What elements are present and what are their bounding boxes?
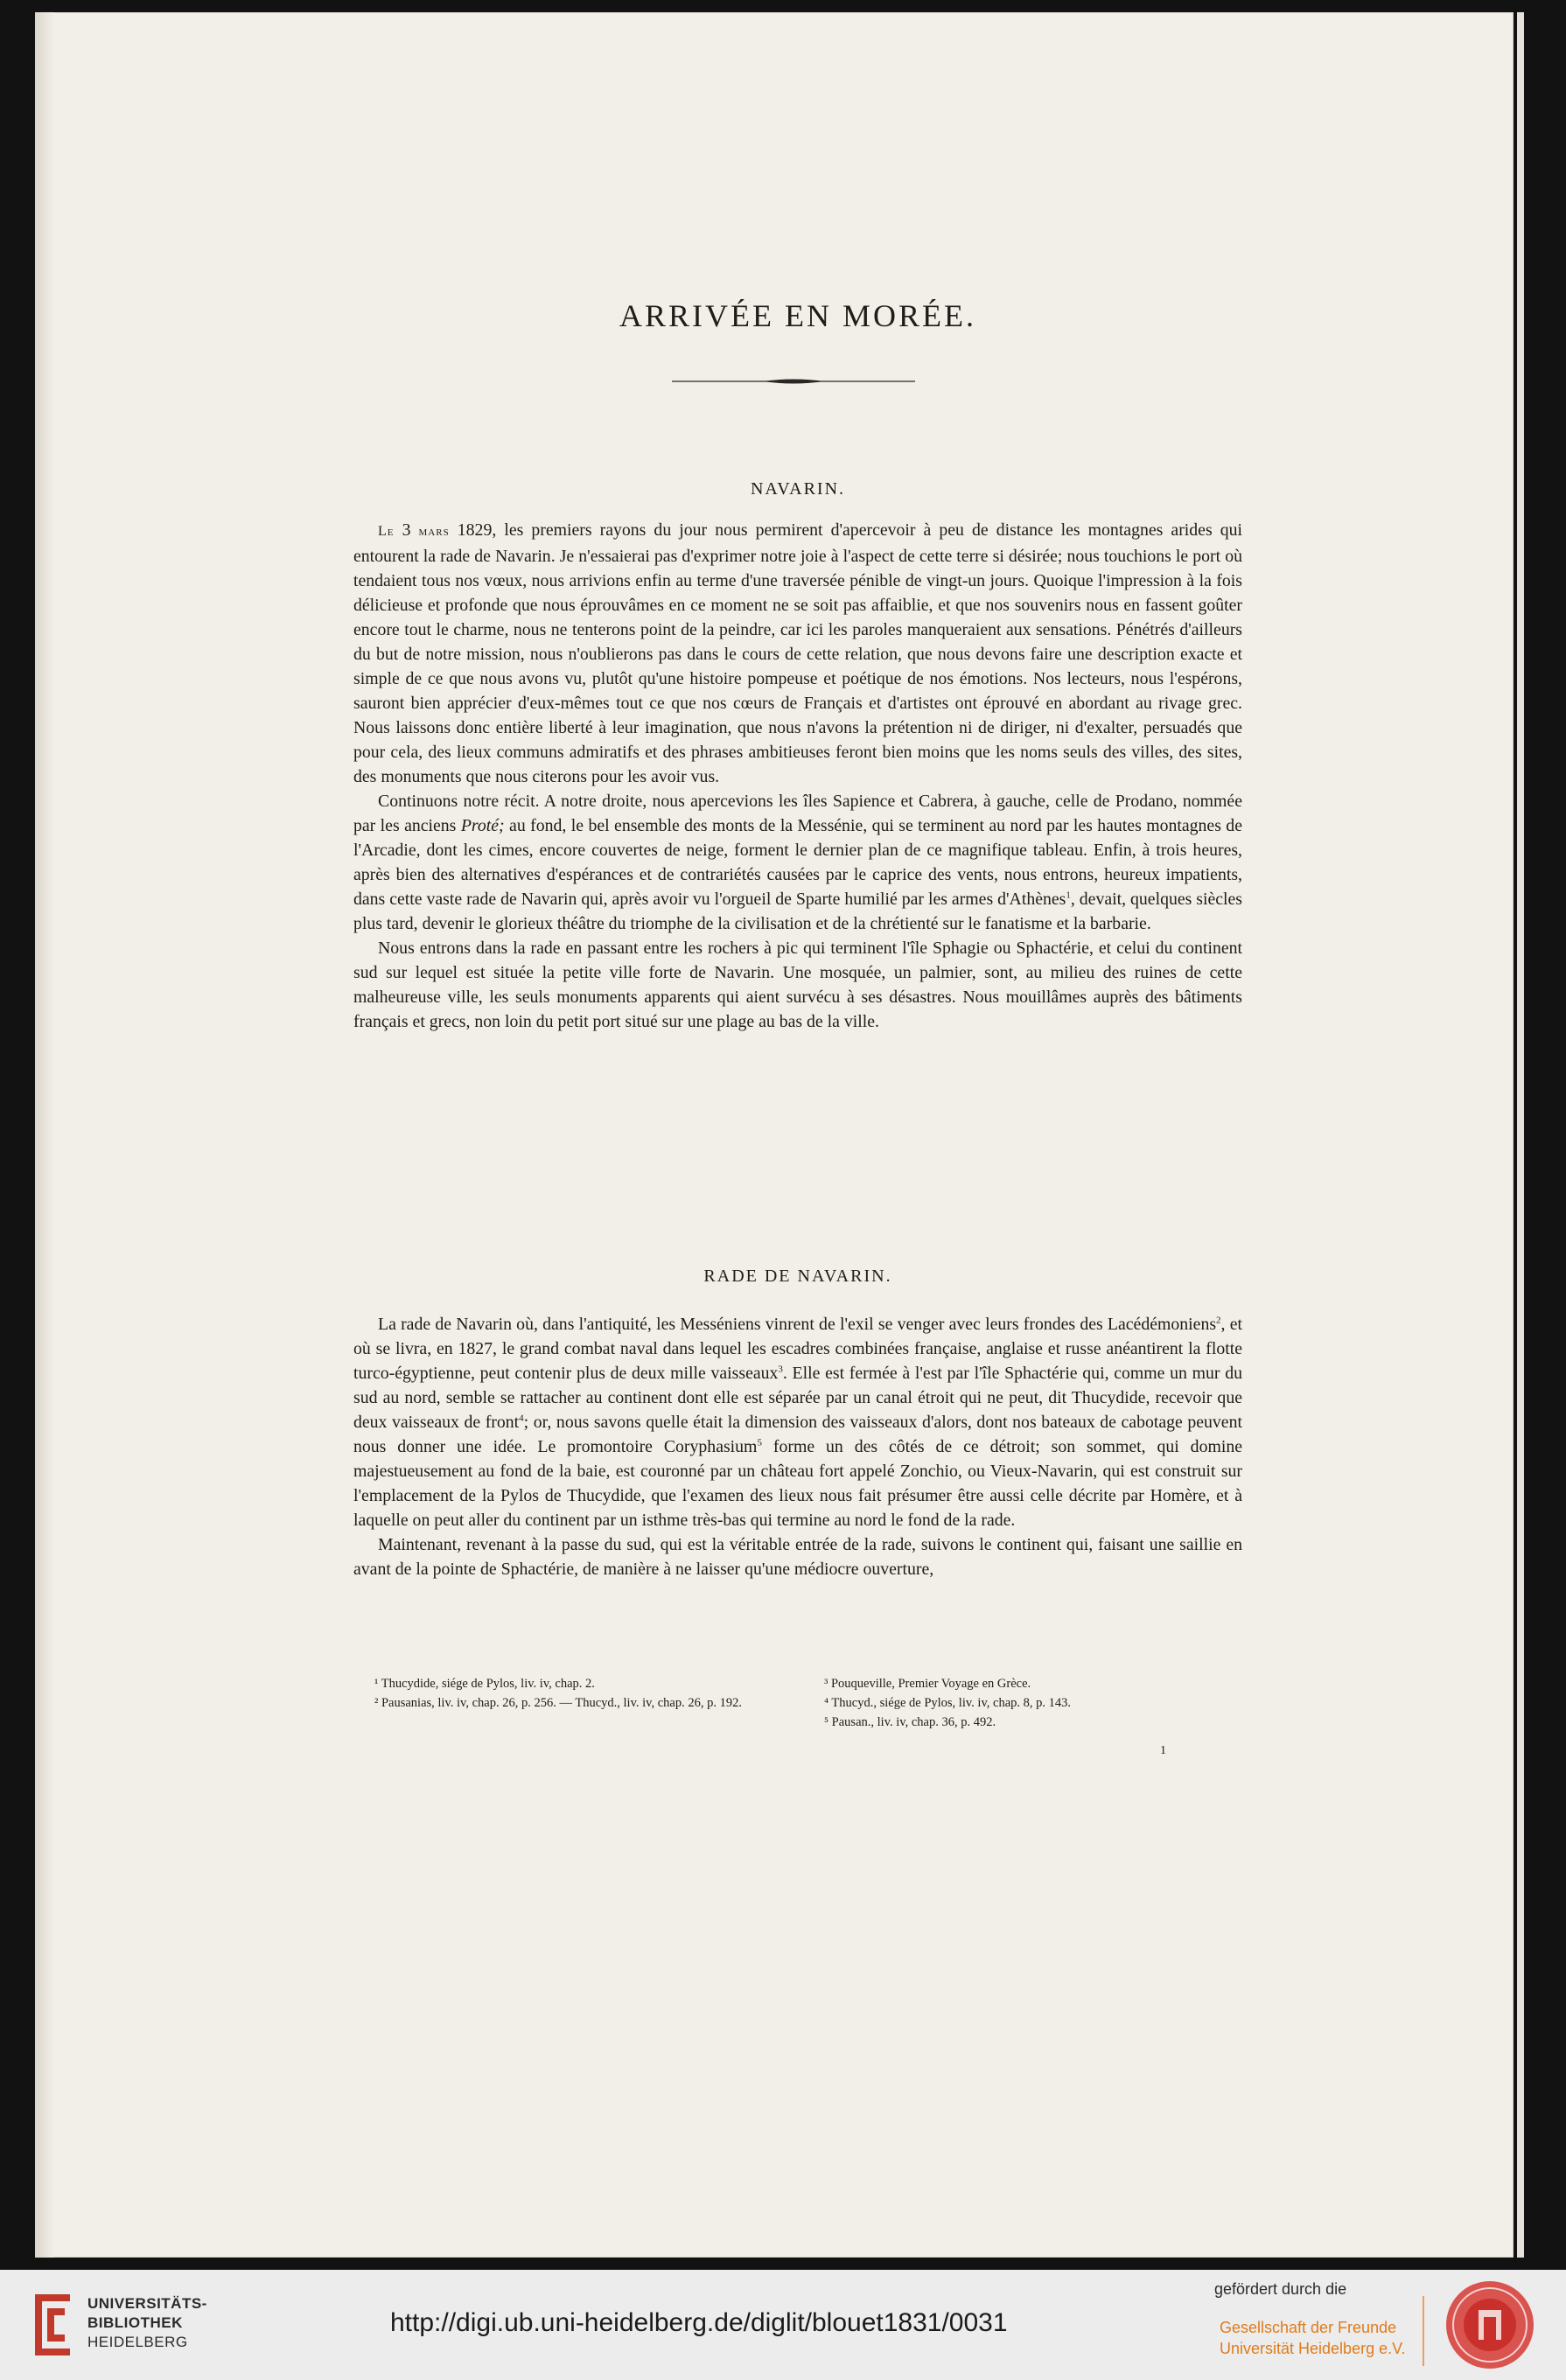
paragraph: La rade de Navarin où, dans l'antiquité, les Messéniens vinrent de l'exil se venger avec leurs frondes des Lacédémoniens$^2$, et où se livra, en 1827, le grand combat naval dans lequel les escadres combinées française, anglaise et russe anéantirent la flotte turco-égyptienne, peut contenir plus de deux mille vaisseaux$^3$. Elle est fermée à l'est par l'île Sphactérie qui, comme un mur du sud au nord, semble se rattacher au continent dont elle est séparée par un canal étroit qui ne peut, dit Thucydide, recevoir que deux vaisseaux de front$^4$; or, nous savons quelle était la dimension des vaisseaux d'alors, dont nos bateaux de cabotage peuvent nous donner une idée. Le promontoire Coryphasium$^5$ forme un des côtés de ce détroit; son sommet, qui domine majestueusement au fond de la baie, est couronné par un château fort appelé Zonchio, ou Vieux-Navarin, qui est construit sur l'emplacement de la Pylos de Thucydide, que l'examen des lieux nous fait présumer être aussi celle décrite par Homère, et à laquelle on peut aller du continent par un isthme très-bas qui termine au nord le fond de la rade.: [353, 1315, 1243, 1530]
month-word: mars: [418, 524, 450, 539]
footnote: ³ Pouqueville, Premier Voyage en Grèce.: [824, 1677, 1031, 1691]
page-title: ARRIVÉE EN MORÉE.: [619, 298, 976, 333]
footnote: ¹ Thucydide, siége de Pylos, liv. iv, chap. 2.: [374, 1677, 595, 1691]
footnote: ⁵ Pausan., liv. iv, chap. 36, p. 492.: [824, 1715, 996, 1729]
library-logo-icon: [30, 2289, 75, 2361]
footnote: ² Pausanias, liv. iv, chap. 26, p. 256. — Thucyd., liv. iv, chap. 26, p. 192.: [374, 1696, 742, 1710]
lead-word: Le: [378, 524, 395, 539]
footnotes: [374, 1674, 1242, 1732]
footnotes-right: [824, 1674, 1242, 1732]
paragraph: Nous entrons dans la rade en passant entre les rochers à pic qui terminent l'île Sphagie ou Sphactérie, et celui du continent sud sur lequel est située la petite ville forte de Navarin. Une mosquée, un palmier, sont, au milieu des ruines de cette malheureuse ville, les seuls monuments apparents qui aient survécu à ses désastres. Nous mouillâmes auprès des bâtiments français et grecs, non loin du petit port situé sur une plage au bas de la ville.: [353, 939, 1242, 1031]
footnote-ref: 1: [1066, 890, 1071, 901]
book-page: [35, 12, 1514, 2258]
page-edge: [1517, 12, 1524, 2258]
section-heading-rade-de-navarin: RADE DE NAVARIN.: [703, 1267, 892, 1286]
footnotes-left: [374, 1674, 793, 1732]
paragraph: Le 3 mars 1829, les premiers rayons du jour nous permirent d'apercevoir à peu de distance les montagnes arides qui entourent la rade de Navarin. Je n'essaierai pas d'exprimer notre joie à l'aspect de cette terre si désirée; nous touchions le port où tendaient tous nos vœux, nous arrivions enfin au terme d'une traversée pénible de vingt-un jours. Quoique l'impression à la fois délicieuse et profonde que nous éprouvâmes en ce moment ne se soit pas affaiblie, et que nos souvenirs nous en fassent goûter encore tout le charme, nous ne tenterons point de la peindre, car ici les paroles manqueraient aux sensations. Pénétrés d'ailleurs du but de notre mission, nous n'oublierons pas dans le cours de cette relation, que nous devons faire une description exacte et simple de ce que nous avons vu, plutôt qu'une histoire pompeuse et poétique de nos émotions. Nos lecteurs, nous l'espérons, sauront bien apprécier d'eux-mêmes tout ce que nos cœurs de Français et d'artistes ont éprouvé en abordant au rivage grec. Nous laissons donc entière liberté à leur imagination, que nous n'avons la prétention ni de diriger, ni d'exalter, persuadés que pour cela, des lieux communs admiratifs et des phrases ambitieuses feront bien moins que les noms seuls des villes, des sites, des monuments que nous citerons pour les avoir vus.: [353, 520, 1242, 786]
footnote-ref: 5: [757, 1437, 762, 1448]
footnote: ⁴ Thucyd., siége de Pylos, liv. iv, chap. 8, p. 143.: [824, 1696, 1071, 1710]
section-heading-navarin: NAVARIN.: [750, 479, 846, 499]
footnote-ref: 2: [1216, 1315, 1221, 1326]
footer-divider: [1423, 2296, 1424, 2366]
title-ornament-rule: [672, 378, 915, 385]
university-seal-icon: [1444, 2279, 1536, 2371]
signature-mark: 1: [1160, 1744, 1166, 1757]
italic-term: Proté;: [460, 816, 505, 835]
section-body-rade: [353, 1312, 1242, 1581]
library-name: UNIVERSITÄTS- BIBLIOTHEK HEIDELBERG: [87, 2295, 207, 2350]
sponsor-label: gefördert durch die: [1214, 2280, 1347, 2298]
paragraph: Maintenant, revenant à la passe du sud, qui est la véritable entrée de la rade, suivons le continent qui, faisant une saillie en avant de la pointe de Sphactérie, de manière à ne laisser qu'une médiocre ouverture,: [353, 1535, 1242, 1579]
sponsor-name: Gesellschaft der Freunde Universität Heidelberg e.V.: [1220, 2319, 1406, 2357]
footnote-ref: 4: [519, 1413, 524, 1424]
paragraph: Continuons notre récit. A notre droite, nous apercevions les îles Sapience et Cabrera, à gauche, celle de Prodano, nommée par les anciens Proté; au fond, le bel ensemble des monts de la Messénie, qui se terminent au nord par les hautes montagnes de l'Arcadie, dont les cimes, encore couvertes de neige, forment le dernier plan de ce magnifique tableau. Enfin, à trois heures, après bien des alternatives d'espérances et de contrariétés causées par le caprice des vents, nous entrons, heureux impatients, dans cette vaste rade de Navarin qui, après avoir vu l'orgueil de Sparte humilié par les armes d'Athènes$^1$, devait, quelques siècles plus tard, devenir le glorieux théâtre du triomphe de la civilisation et de la chrétienté sur le fanatisme et la barbarie.: [353, 792, 1243, 933]
permalink-url[interactable]: http://digi.ub.uni-heidelberg.de/diglit/blouet1831/0031: [390, 2308, 1008, 2337]
footnote-ref: 3: [778, 1364, 783, 1375]
page-gutter: [35, 12, 54, 2258]
section-body-navarin: [353, 518, 1242, 1034]
viewer-footer: [0, 2270, 1566, 2380]
